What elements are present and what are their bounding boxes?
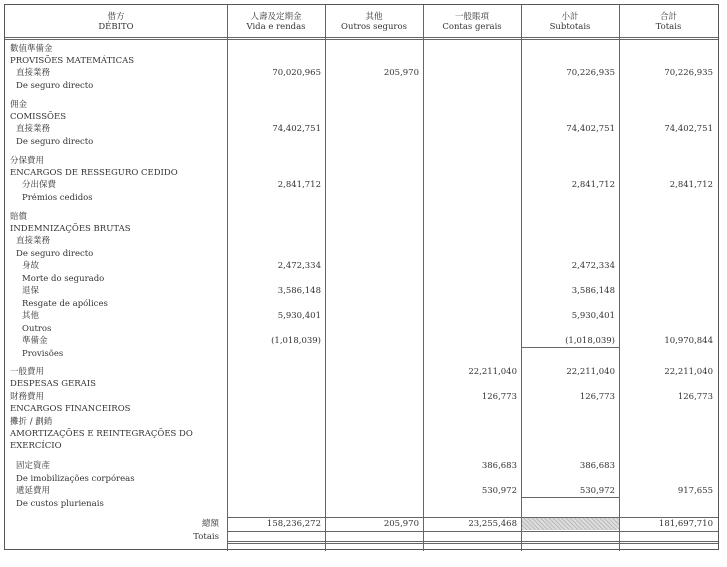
com-sub-cn: 直接業務 — [16, 124, 51, 134]
fin-gerais: 126,773 — [481, 392, 517, 402]
plur-pt: De custos plurienais — [16, 499, 104, 509]
morte-pt: Morte do segurado — [22, 274, 105, 284]
totals-outros: 205,970 — [383, 519, 419, 529]
desp-subtotal: 22,211,040 — [566, 367, 615, 377]
header-subtotais-pt: Subtotais — [549, 22, 591, 32]
prov-subtotal: 70,226,935 — [566, 68, 615, 78]
prov-vida: 70,020,965 — [272, 68, 321, 78]
totals-label-pt: Totais — [193, 532, 219, 542]
resg-cn: 退保 — [22, 286, 40, 296]
header-totais — [619, 12, 718, 32]
plur-subtotal: 530,972 — [579, 486, 615, 496]
desp-label-cn: 一般費用 — [10, 367, 45, 377]
header-rule — [5, 37, 718, 38]
outros-subtotal: 5,930,401 — [571, 311, 615, 321]
imob-cn: 固定資產 — [16, 461, 51, 471]
header-subtotais — [521, 12, 619, 32]
desp-label-pt: DESPESAS GERAIS — [10, 379, 96, 389]
header-gerais — [423, 12, 521, 32]
provis-pt: Provisões — [22, 349, 64, 359]
provis-cn: 準備金 — [22, 336, 48, 346]
com-vida: 74,402,751 — [272, 124, 321, 134]
ind-total: 10,970,844 — [664, 336, 713, 346]
header-outros-pt: Outros seguros — [341, 22, 407, 32]
enc-label-cn: 分保費用 — [10, 156, 45, 166]
imob-pt: De imobilizações corpóreas — [16, 474, 135, 484]
subtotal-shaded-cell — [522, 518, 619, 530]
header-totais-pt: Totais — [655, 22, 682, 32]
fin-label-cn: 財務費用 — [10, 392, 45, 402]
provis-vida: (1,018,039) — [271, 336, 321, 346]
morte-subtotal: 2,472,334 — [571, 261, 615, 271]
morte-vida: 2,472,334 — [277, 261, 321, 271]
totals-total: 181,697,710 — [658, 519, 713, 529]
enc-sub-pt: Prémios cedidos — [22, 193, 93, 203]
resg-vida: 3,586,148 — [277, 286, 321, 296]
column-divider — [325, 5, 326, 551]
resg-subtotal: 3,586,148 — [571, 286, 615, 296]
enc-total: 2,841,712 — [669, 180, 713, 190]
totals-double-rule — [227, 541, 718, 542]
fin-total: 126,773 — [677, 392, 713, 402]
prov-sub-cn: 直接業務 — [16, 68, 51, 78]
prov-label-cn: 數值準備金 — [10, 44, 53, 54]
ind-label-cn: 賠償 — [10, 212, 28, 222]
plur-gerais: 530,972 — [481, 486, 517, 496]
enc-subtotal: 2,841,712 — [571, 180, 615, 190]
header-vida-cn: 人壽及定期金 — [250, 12, 302, 22]
totals-vida: 158,236,272 — [266, 519, 321, 529]
debit-statement-table — [4, 4, 719, 550]
outros-pt: Outros — [22, 324, 52, 334]
enc-sub-cn: 分出保費 — [22, 180, 57, 190]
outros-cn: 其他 — [22, 311, 40, 321]
prov-total: 70,226,935 — [664, 68, 713, 78]
amort-label-pt2: EXERCÍCIO — [10, 441, 62, 451]
com-label-cn: 佣金 — [10, 100, 28, 110]
prov-sub-pt: De seguro directo — [16, 81, 94, 91]
fin-label-pt: ENCARGOS FINANCEIROS — [10, 404, 131, 414]
amort-label-cn: 攤折 / 劃銷 — [10, 417, 53, 427]
resg-pt: Resgate de apólices — [22, 299, 108, 309]
header-outros-cn: 其他 — [365, 12, 383, 22]
header-outros — [325, 12, 423, 32]
totals-gerais: 23,255,468 — [468, 519, 517, 529]
column-divider — [619, 5, 620, 551]
morte-cn: 身故 — [22, 261, 40, 271]
column-divider — [227, 5, 228, 551]
ind-sub-cn: 直接業務 — [16, 236, 51, 246]
ind-label-pt: INDEMNIZAÇÕES BRUTAS — [10, 224, 131, 234]
plur-cn: 遞延費用 — [16, 486, 51, 496]
amort-total: 917,655 — [677, 486, 713, 496]
provis-subtotal: (1,018,039) — [565, 336, 615, 346]
enc-vida: 2,841,712 — [277, 180, 321, 190]
subtotal-rule — [521, 347, 619, 348]
com-total: 74,402,751 — [664, 124, 713, 134]
header-rule — [5, 39, 718, 40]
com-sub-pt: De seguro directo — [16, 137, 94, 147]
enc-label-pt: ENCARGOS DE RESSEGURO CEDIDO — [10, 168, 178, 178]
prov-label-pt: PROVISÕES MATEMÁTICAS — [10, 56, 135, 66]
totals-rule — [227, 531, 718, 532]
header-vida-pt: Vida e rendas — [246, 22, 306, 32]
totals-label-cn: 總額 — [201, 519, 219, 529]
header-gerais-pt: Contas gerais — [442, 22, 502, 32]
header-debito-cn: 借方 — [107, 12, 125, 22]
header-debito — [5, 12, 227, 32]
com-subtotal: 74,402,751 — [566, 124, 615, 134]
outros-vida: 5,930,401 — [277, 311, 321, 321]
amort-label-pt1: AMORTIZAÇÕES E REINTEGRAÇÕES DO — [10, 429, 193, 439]
fin-subtotal: 126,773 — [579, 392, 615, 402]
ind-sub-pt: De seguro directo — [16, 249, 94, 259]
header-debito-pt: DÉBITO — [98, 22, 134, 32]
imob-subtotal: 386,683 — [579, 461, 615, 471]
com-label-pt: COMISSÕES — [10, 112, 67, 122]
imob-gerais: 386,683 — [481, 461, 517, 471]
subtotal-rule — [521, 497, 619, 498]
totals-rule — [227, 517, 718, 518]
header-totais-cn: 合計 — [659, 12, 677, 22]
desp-total: 22,211,040 — [664, 367, 713, 377]
desp-gerais: 22,211,040 — [468, 367, 517, 377]
header-gerais-cn: 一般賬項 — [454, 12, 489, 22]
totals-double-rule — [227, 543, 718, 544]
prov-outros: 205,970 — [383, 68, 419, 78]
header-vida — [227, 12, 325, 32]
header-subtotais-cn: 小計 — [561, 12, 579, 22]
